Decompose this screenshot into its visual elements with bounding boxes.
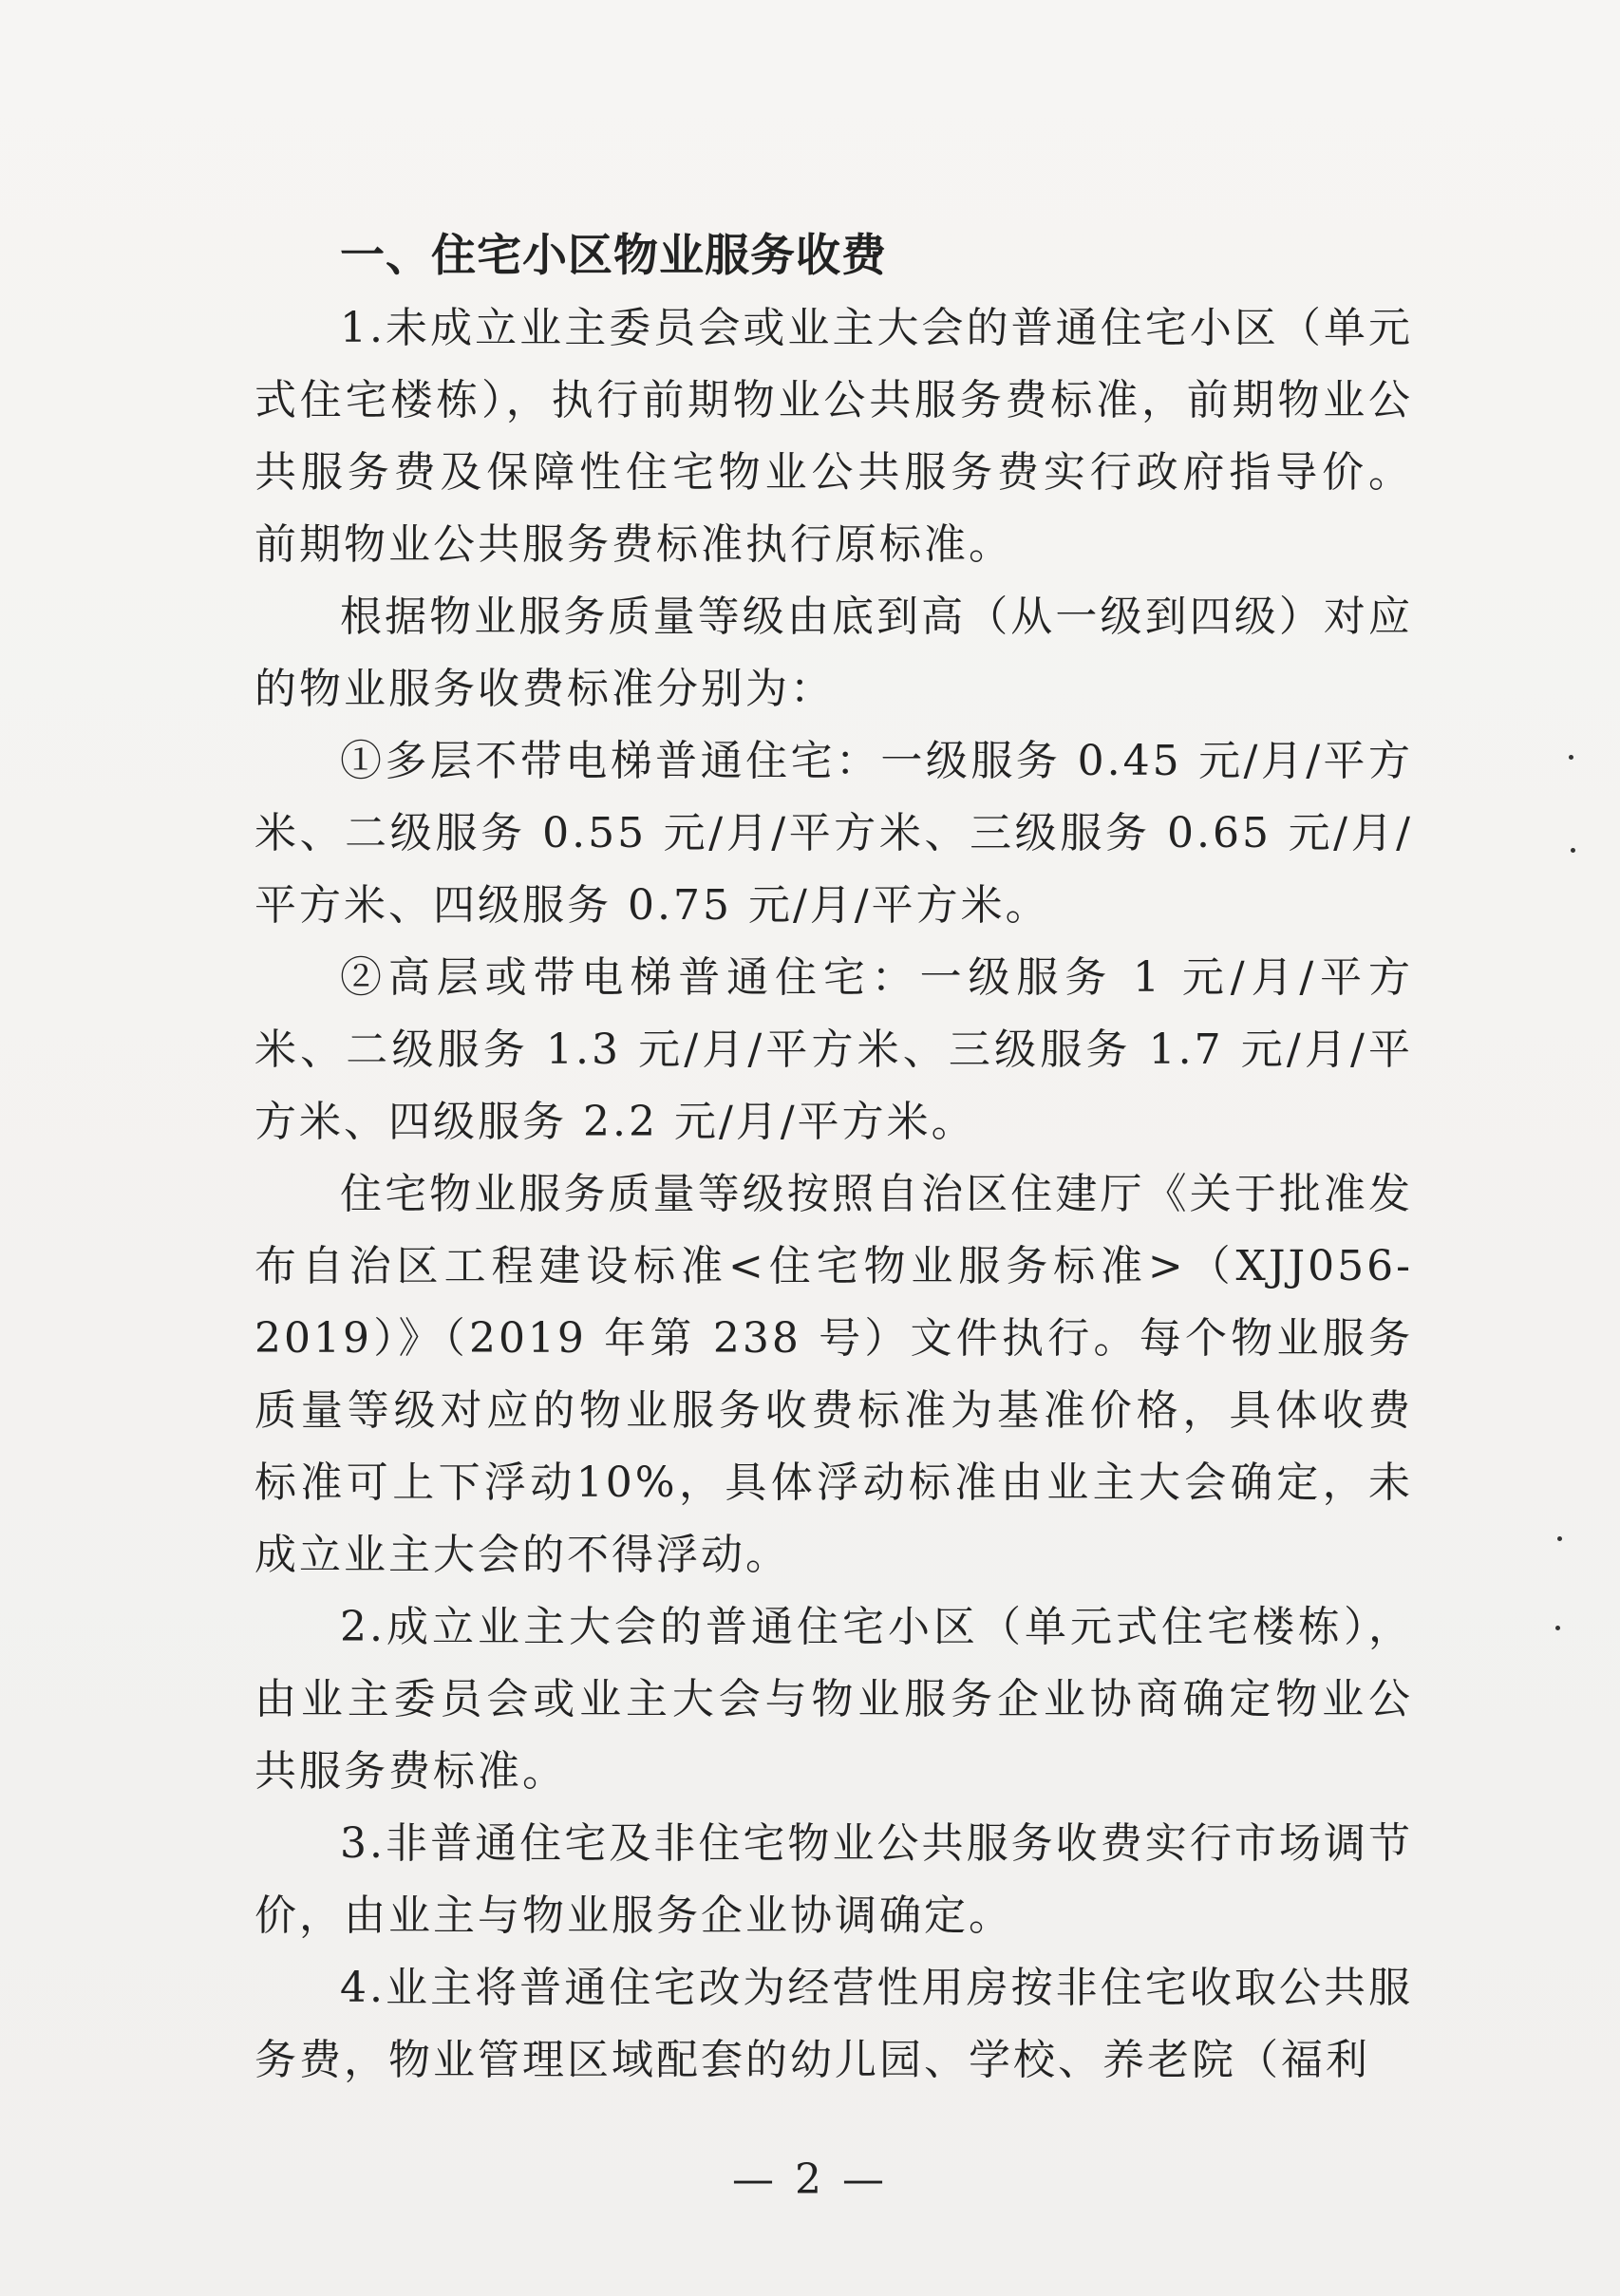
scan-speck: [1555, 1626, 1560, 1630]
scan-speck: [1569, 755, 1573, 760]
paragraph-7: 3.非普通住宅及非住宅物业公共服务收费实行市场调节价，由业主与物业服务企业协调确定。: [254, 1819, 1413, 1940]
paragraph-3: ①多层不带电梯普通住宅：一级服务 0.45 元/月/平方米、二级服务 0.55 元/月/平方米、三级服务 0.65 元/月/平方米、四级服务 0.75 元/月/平方米。: [254, 737, 1413, 930]
paragraph-2: 根据物业服务质量等级由底到高（从一级到四级）对应的物业服务收费标准分别为：: [254, 593, 1413, 713]
page-number: — 2 —: [732, 2155, 888, 2204]
scan-speck: [1557, 1536, 1562, 1541]
paragraph-5: 住宅物业服务质量等级按照自治区住建厅《关于批准发布自治区工程建设标准<住宅物业服务标准>（XJJ056-2019）》（2019 年第 238 号）文件执行。每个物业服务质量等级对应的物业服务收费标准为基准价格，具体收费标准可上下浮动10%，具体浮动标准由业主大会确定，未成立业主大会的不得浮动。: [254, 1170, 1413, 1579]
paragraph-4: ②高层或带电梯普通住宅：一级服务 1 元/月/平方米、二级服务 1.3 元/月/平方米、三级服务 1.7 元/月/平方米、四级服务 2.2 元/月/平方米。: [254, 953, 1413, 1146]
document-body: [254, 220, 1413, 2097]
paragraph-6: 2.成立业主大会的普通住宅小区（单元式住宅楼栋），由业主委员会或业主大会与物业服务企业协商确定物业公共服务费标准。: [254, 1603, 1413, 1796]
scan-speck: [1571, 848, 1575, 853]
section-heading: 一、住宅小区物业服务收费: [340, 230, 887, 282]
paragraph-1: 1.未成立业主委员会或业主大会的普通住宅小区（单元式住宅楼栋），执行前期物业公共服务费标准，前期物业公共服务费及保障性住宅物业公共服务费实行政府指导价。前期物业公共服务费标准执行原标准。: [254, 304, 1413, 569]
paragraph-8: 4.业主将普通住宅改为经营性用房按非住宅收取公共服务费，物业管理区域配套的幼儿园、学校、养老院（福利: [254, 1964, 1413, 2084]
